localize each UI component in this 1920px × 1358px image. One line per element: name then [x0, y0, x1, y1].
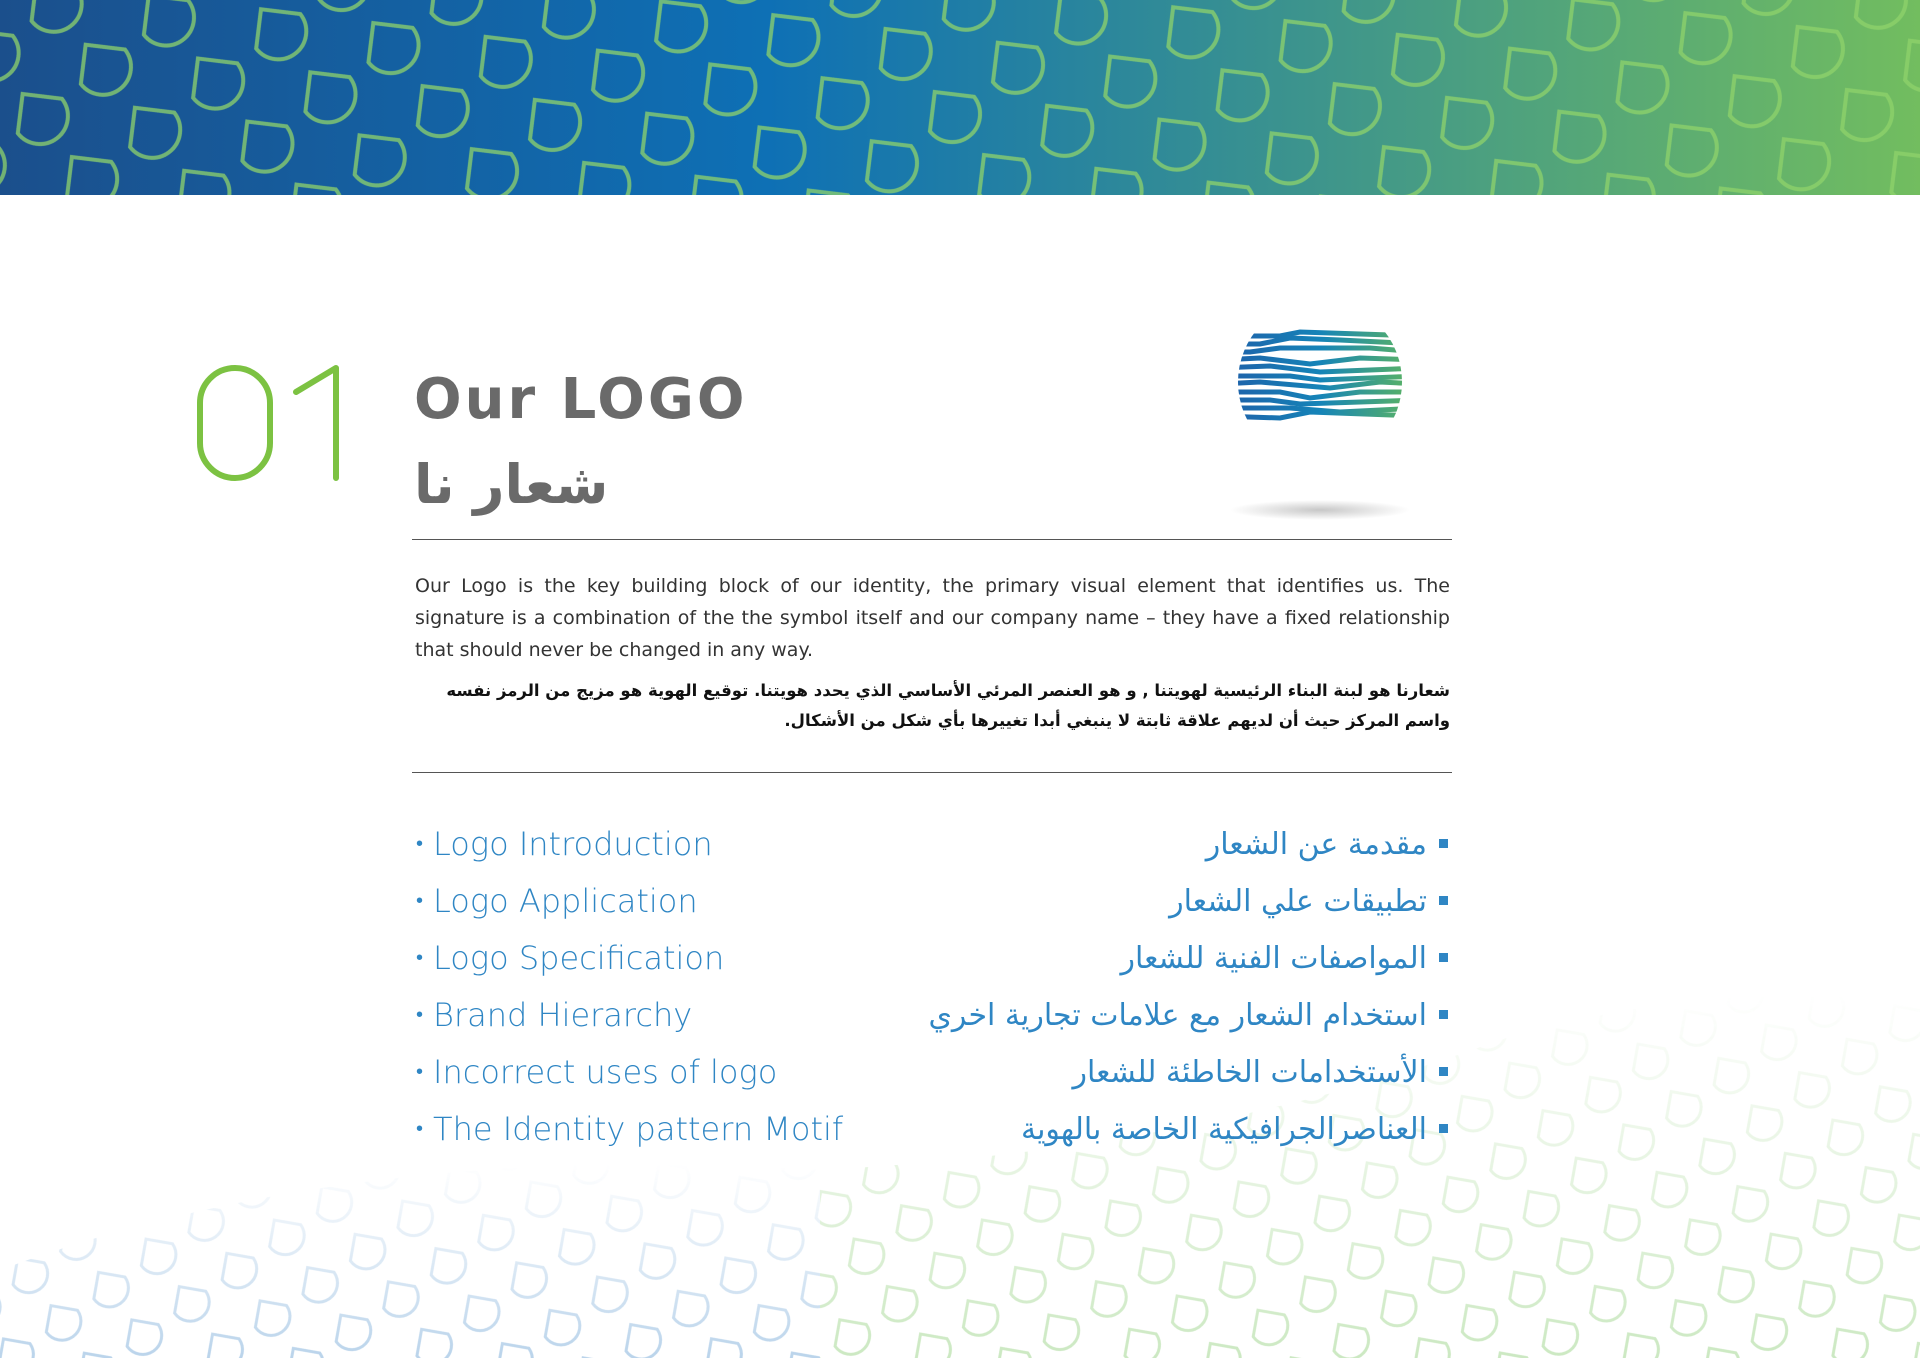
header-banner — [0, 0, 1920, 195]
water-drop-logo-icon — [1220, 262, 1420, 532]
bullet-dot-icon: • — [416, 830, 424, 855]
contents-item-ar — [928, 1101, 1448, 1158]
page-title: Our LOGO — [414, 367, 748, 432]
contents-item — [416, 816, 843, 873]
bullet-square-icon — [1439, 953, 1448, 962]
contents-item — [416, 930, 843, 987]
contents-item-label: Brand Hierarchy — [433, 996, 693, 1034]
contents-list-en — [416, 816, 843, 1158]
bullet-square-icon — [1439, 1010, 1448, 1019]
bullet-dot-icon: • — [416, 1001, 424, 1026]
bullet-square-icon — [1439, 896, 1448, 905]
intro-paragraph-en: Our Logo is the key building block of our identity, the primary visual element that identifies us. The signature is a combination of the the symbol itself and our company name – they have a fixed relationship that should never be changed in any way. — [415, 575, 1450, 661]
bullet-dot-icon: • — [416, 887, 424, 912]
divider-bottom — [412, 772, 1452, 773]
contents-item — [416, 1044, 843, 1101]
intro-paragraph-ar: شعارنا هو لبنة البناء الرئيسية لهويتنا , و هو العنصر المرئي الأساسي الذي يحدد هويتنا. توقيع الهوية هو مزيج من الرمز نفسه واسم المركز حيث أن لديهم علاقة ثابتة لا ينبغي أبدا تغييرها بأي شكل من الأشكال. — [446, 681, 1450, 730]
contents-item-ar — [928, 930, 1448, 987]
bullet-square-icon — [1439, 1124, 1448, 1133]
page-title-arabic: شعار نا — [414, 453, 609, 516]
contents-item-label: The Identity pattern Motif — [433, 1110, 844, 1148]
bullet-square-icon — [1439, 839, 1448, 848]
contents-item — [416, 987, 843, 1044]
contents-item-label-ar: مقدمة عن الشعار — [1205, 827, 1427, 862]
bullet-square-icon — [1439, 1067, 1448, 1076]
divider-top — [412, 539, 1452, 540]
contents-item-label: Logo Application — [433, 882, 698, 920]
contents-item — [416, 1101, 843, 1158]
contents-item-label: Logo Introduction — [433, 825, 713, 863]
contents-item — [416, 873, 843, 930]
contents-item-ar — [928, 987, 1448, 1044]
contents-item-label-ar: الأستخدامات الخاطئة للشعار — [1072, 1055, 1427, 1090]
contents-item-label-ar: استخدام الشعار مع علامات تجارية اخري — [928, 998, 1427, 1033]
bullet-dot-icon: • — [416, 1058, 424, 1083]
contents-item-label-ar: المواصفات الفنية للشعار — [1120, 941, 1427, 976]
bullet-dot-icon: • — [416, 944, 424, 969]
contents-item-label-ar: العناصرالجرافيكية الخاصة بالهوية — [1021, 1112, 1427, 1147]
contents-list-ar — [928, 816, 1448, 1158]
section-number — [196, 362, 356, 487]
contents-item-ar — [928, 816, 1448, 873]
contents-item-label-ar: تطبيقات علي الشعار — [1169, 884, 1427, 919]
bullet-dot-icon: • — [416, 1115, 424, 1140]
contents-item-ar — [928, 873, 1448, 930]
contents-item-label: Incorrect uses of logo — [433, 1053, 778, 1091]
contents-item-label: Logo Specification — [433, 939, 725, 977]
contents-item-ar — [928, 1044, 1448, 1101]
